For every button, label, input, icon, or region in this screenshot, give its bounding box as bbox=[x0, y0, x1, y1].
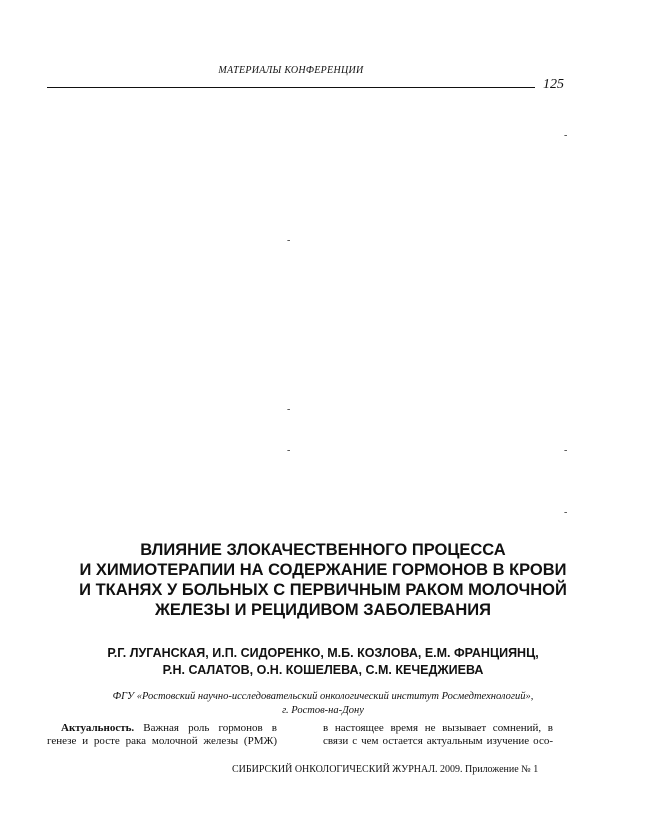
article-authors bbox=[0, 645, 646, 679]
body-column-left bbox=[47, 722, 277, 748]
article-title-line: И ТКАНЯХ У БОЛЬНЫХ С ПЕРВИЧНЫМ РАКОМ МОЛОЧНОЙ bbox=[79, 581, 567, 599]
article-title-line: ВЛИЯНИЕ ЗЛОКАЧЕСТВЕННОГО ПРОЦЕССА bbox=[140, 541, 506, 559]
article-affiliation bbox=[0, 690, 646, 718]
article-title-line: И ХИМИОТЕРАПИИ НА СОДЕРЖАНИЕ ГОРМОНОВ В КРОВИ bbox=[79, 561, 567, 579]
page-number: 125 bbox=[543, 77, 564, 92]
running-header-title: МАТЕРИАЛЫ КОНФЕРЕНЦИИ bbox=[218, 65, 364, 76]
stray-dash-mark: - bbox=[564, 130, 568, 141]
affiliation-line: ФГУ «Ростовский научно-исследовательский онкологический институт Росмедтехнологий», bbox=[112, 691, 534, 702]
body-line: в настоящее время не вызывает сомнений, в bbox=[323, 722, 553, 734]
body-column-right bbox=[323, 722, 553, 748]
stray-dash-mark: - bbox=[287, 445, 291, 456]
journal-footer: СИБИРСКИЙ ОНКОЛОГИЧЕСКИЙ ЖУРНАЛ. 2009. Приложение № 1 bbox=[232, 764, 539, 775]
section-heading-actuality: Актуальность. bbox=[61, 722, 135, 734]
body-text: Важная роль гормонов в bbox=[134, 722, 277, 734]
header-rule bbox=[47, 87, 535, 88]
stray-dash-mark: - bbox=[564, 507, 568, 518]
stray-dash-mark: - bbox=[287, 404, 291, 415]
authors-line: Р.Г. ЛУГАНСКАЯ, И.П. СИДОРЕНКО, М.Б. КОЗЛОВА, Е.М. ФРАНЦИЯНЦ, bbox=[107, 646, 539, 660]
authors-line: Р.Н. САЛАТОВ, О.Н. КОШЕЛЕВА, С.М. КЕЧЕДЖИЕВА bbox=[162, 663, 484, 677]
body-line: связи с чем остается актуальным изучение осо- bbox=[323, 735, 553, 747]
stray-dash-mark: - bbox=[564, 445, 568, 456]
article-title-line: ЖЕЛЕЗЫ И РЕЦИДИВОМ ЗАБОЛЕВАНИЯ bbox=[155, 601, 491, 619]
article-title bbox=[0, 540, 646, 620]
body-line: генезе и росте рака молочной железы (РМЖ) bbox=[47, 735, 277, 747]
stray-dash-mark: - bbox=[287, 235, 291, 246]
affiliation-line: г. Ростов-на-Дону bbox=[282, 705, 364, 716]
body-line bbox=[47, 722, 277, 735]
